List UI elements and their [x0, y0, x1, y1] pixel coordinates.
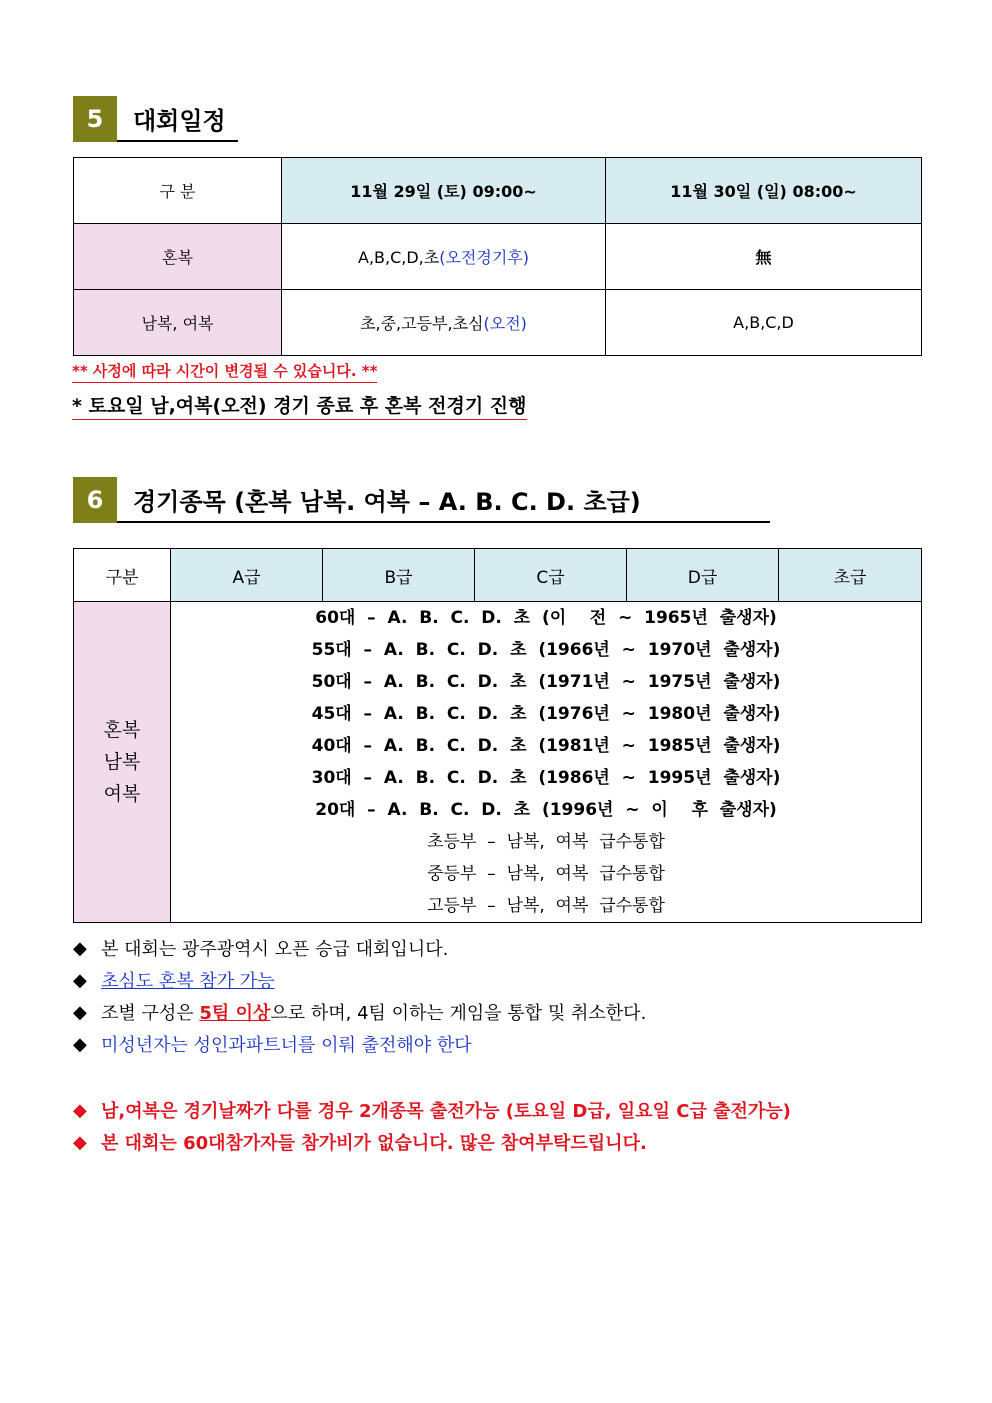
header-saturday: 11월 29일 (토) 09:00~: [282, 158, 606, 224]
notice-beginner-mixed: 초심도 혼복 참가 가능: [101, 971, 275, 992]
school-group-line: 중등부 – 남복, 여복 급수통합: [427, 864, 665, 884]
table-row: [74, 602, 922, 923]
list-item: [73, 1126, 791, 1158]
table-row: [74, 290, 922, 356]
section-5-title: 대회일정: [117, 96, 238, 142]
age-group-line: 60대 – A. B. C. D. 초 (이 전 ~ 1965년 출생자): [315, 608, 777, 628]
table-row: [74, 224, 922, 290]
diamond-icon: ◆: [73, 1001, 87, 1023]
category-mixed: 혼복: [103, 719, 141, 741]
cell-sunday-mixed: 無: [606, 224, 922, 290]
table-row: [74, 549, 922, 602]
category-cell: [74, 602, 171, 923]
notice-group-pre: 조별 구성은: [101, 1003, 200, 1024]
section-6-title: 경기종목 (혼복 남복. 여복 – A. B. C. D. 초급): [117, 477, 770, 523]
schedule-change-note: ** 사정에 따라 시간이 변경될 수 있습니다. **: [72, 360, 377, 383]
school-group-line: 고등부 – 남복, 여복 급수통합: [427, 896, 665, 916]
header-grade-c: C급: [475, 549, 627, 602]
age-groups-cell: [171, 602, 922, 923]
cell-text: 초,중,고등부,초심: [360, 314, 484, 333]
row-label-doubles: 남복, 여복: [74, 290, 282, 356]
diamond-icon: ◆: [73, 1131, 87, 1153]
list-item: [73, 1094, 791, 1126]
cell-note: (오전경기후): [439, 248, 529, 267]
row-label-mixed: 혼복: [74, 224, 282, 290]
age-group-line: 40대 – A. B. C. D. 초 (1981년 ~ 1985년 출생자): [311, 736, 781, 756]
diamond-icon: ◆: [73, 1099, 87, 1121]
notice-minor-partner: 미성년자는 성인과파트너를 이뤄 출전해야 한다: [101, 1035, 472, 1056]
header-grade-beginner: 초급: [779, 549, 922, 602]
list-item: [73, 996, 791, 1028]
header-sunday: 11월 30일 (일) 08:00~: [606, 158, 922, 224]
section-6-number: 6: [73, 477, 117, 523]
cell-saturday-doubles: [282, 290, 606, 356]
header-grade-b: B급: [323, 549, 475, 602]
age-group-line: 30대 – A. B. C. D. 초 (1986년 ~ 1995년 출생자): [311, 768, 781, 788]
schedule-table: [73, 157, 922, 356]
section-5-heading: [73, 96, 238, 142]
header-grade-d: D급: [627, 549, 779, 602]
notice-open-promotion: 본 대회는 광주광역시 오픈 승급 대회입니다.: [101, 939, 449, 960]
cell-sunday-doubles: A,B,C,D: [606, 290, 922, 356]
saturday-order-note: * 토요일 남,여복(오전) 경기 종료 후 혼복 전경기 진행: [72, 391, 527, 420]
age-group-line: 50대 – A. B. C. D. 초 (1971년 ~ 1975년 출생자): [311, 672, 781, 692]
notice-two-events: 남,여복은 경기날짜가 다를 경우 2개종목 출전가능 (토요일 D급, 일요일 C급 출전가능): [101, 1101, 791, 1122]
cell-text: A,B,C,D,초: [358, 248, 440, 267]
age-group-line: 45대 – A. B. C. D. 초 (1976년 ~ 1980년 출생자): [311, 704, 781, 724]
section-5-number: 5: [73, 96, 117, 142]
list-item: [73, 932, 791, 964]
notice-list: [73, 932, 791, 1158]
notice-group-post: 으로 하며, 4팀 이하는 게임을 통합 및 취소한다.: [270, 1003, 647, 1024]
cell-note: (오전): [483, 314, 527, 333]
events-table: [73, 548, 922, 923]
list-item: [73, 1028, 791, 1060]
category-women: 여복: [103, 783, 141, 805]
header-grade-a: A급: [171, 549, 323, 602]
list-item: [73, 964, 791, 996]
header-category: 구분: [74, 549, 171, 602]
header-category: 구 분: [74, 158, 282, 224]
age-group-line: 55대 – A. B. C. D. 초 (1966년 ~ 1970년 출생자): [311, 640, 781, 660]
age-group-line: 20대 – A. B. C. D. 초 (1996년 ~ 이 후 출생자): [315, 800, 777, 820]
notice-free-60s: 본 대회는 60대참가자들 참가비가 없습니다. 많은 참여부탁드립니다.: [101, 1133, 647, 1154]
section-6-heading: [73, 477, 770, 523]
table-row: [74, 158, 922, 224]
diamond-icon: ◆: [73, 937, 87, 959]
diamond-icon: ◆: [73, 969, 87, 991]
diamond-icon: ◆: [73, 1033, 87, 1055]
cell-saturday-mixed: [282, 224, 606, 290]
category-men: 남복: [103, 751, 141, 773]
notice-group-min: 5팀 이상: [199, 1003, 271, 1024]
school-group-line: 초등부 – 남복, 여복 급수통합: [427, 832, 665, 852]
